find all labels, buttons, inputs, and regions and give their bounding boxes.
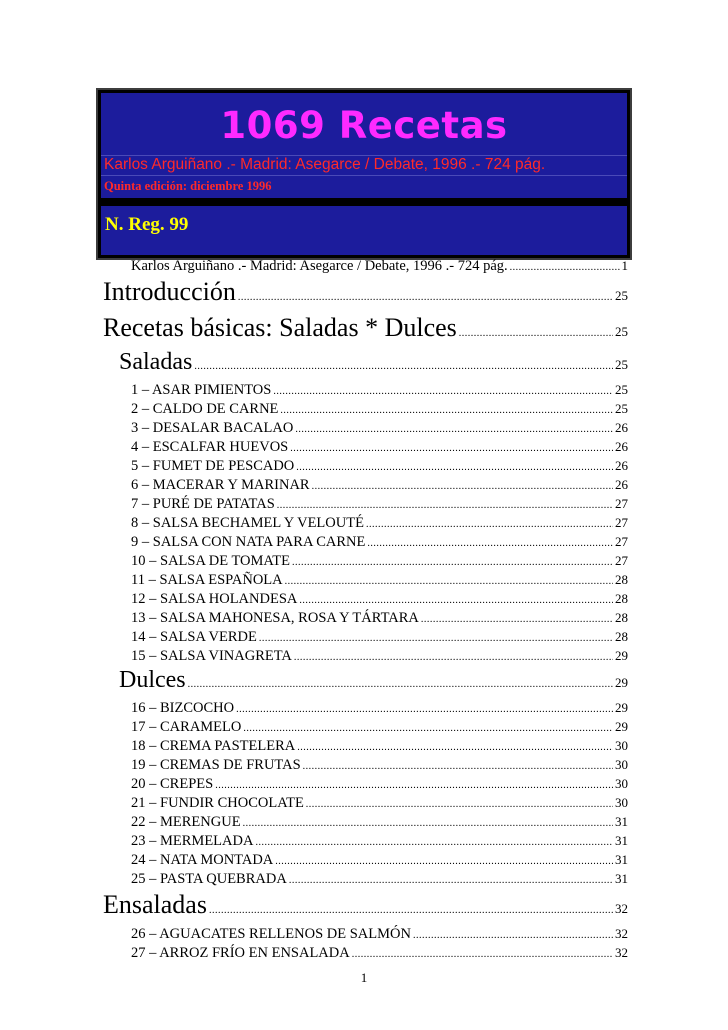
- dot-leader: [209, 906, 613, 916]
- toc-entry[interactable]: [103, 382, 628, 401]
- toc-entry-page: 29: [615, 719, 628, 734]
- toc-entry-label: 4 – ESCALFAR HUEVOS: [131, 439, 289, 455]
- banner-panel: [101, 93, 627, 255]
- dot-leader: [366, 520, 613, 530]
- page-title: 1069 Recetas: [220, 104, 508, 147]
- toc-entry[interactable]: [103, 852, 628, 871]
- toc-entry-page: 32: [615, 945, 628, 960]
- dot-leader: [421, 615, 613, 625]
- book-citation: Karlos Arguiñano .- Madrid: Asegarce / Debate, 1996 .- 724 pág.: [104, 156, 546, 173]
- toc-entry-label: 19 – CREMAS DE FRUTAS: [131, 757, 301, 773]
- toc-entry[interactable]: [103, 439, 628, 458]
- toc-entry[interactable]: [103, 458, 628, 477]
- toc-entry-label: 13 – SALSA MAHONESA, ROSA Y TÁRTARA: [131, 610, 419, 626]
- toc-entry-label: 12 – SALSA HOLANDESA: [131, 591, 298, 607]
- banner-divider: [101, 198, 627, 206]
- dot-leader: [413, 931, 613, 941]
- dot-leader: [296, 463, 613, 473]
- dot-leader: [303, 762, 613, 772]
- toc-entry-label: Ensaladas: [103, 890, 207, 919]
- toc-entry-page: 31: [615, 814, 628, 829]
- dot-leader: [352, 950, 613, 960]
- toc-entry-label: 22 – MERENGUE: [131, 814, 241, 830]
- edition-note: Quinta edición: diciembre 1996: [104, 179, 272, 193]
- dot-leader: [280, 406, 613, 416]
- toc-entry-page: 26: [615, 439, 628, 454]
- toc-entry-label: 10 – SALSA DE TOMATE: [131, 553, 290, 569]
- dot-leader: [236, 705, 613, 715]
- toc-entry-page: 27: [615, 515, 628, 530]
- toc-entry-page: 30: [615, 738, 628, 753]
- dot-leader: [259, 634, 613, 644]
- dot-leader: [243, 819, 613, 829]
- toc-entry[interactable]: [103, 719, 628, 738]
- toc-entry[interactable]: [103, 610, 628, 629]
- dot-leader: [289, 876, 613, 886]
- dot-leader: [294, 653, 613, 663]
- toc-entry-label: 27 – ARROZ FRÍO EN ENSALADA: [131, 945, 350, 961]
- toc-entry[interactable]: [103, 553, 628, 572]
- dot-leader: [194, 362, 613, 372]
- toc-entry[interactable]: [103, 648, 628, 667]
- dot-leader: [306, 800, 613, 810]
- toc-entry-label: 14 – SALSA VERDE: [131, 629, 257, 645]
- dot-leader: [297, 743, 613, 753]
- toc-entry-page: 29: [615, 648, 628, 663]
- toc-entry-label: 8 – SALSA BECHAMEL Y VELOUTÉ: [131, 515, 364, 531]
- toc-entry-page: 30: [615, 757, 628, 772]
- toc-entry[interactable]: [103, 277, 628, 313]
- title-band: [101, 93, 627, 156]
- dot-leader: [285, 577, 613, 587]
- toc-entry-label: 2 – CALDO DE CARNE: [131, 401, 279, 417]
- dot-leader: [299, 596, 613, 606]
- toc-entry-label: 1 – ASAR PIMIENTOS: [131, 382, 272, 398]
- toc-entry-page: 29: [615, 700, 628, 715]
- toc-entry[interactable]: [103, 258, 628, 277]
- dot-leader: [459, 329, 613, 339]
- toc-entry-page: 28: [615, 629, 628, 644]
- toc-entry[interactable]: [103, 890, 628, 926]
- dot-leader: [290, 444, 613, 454]
- toc-entry[interactable]: [103, 814, 628, 833]
- toc-entry-page: 28: [615, 610, 628, 625]
- toc-entry-page: 31: [615, 833, 628, 848]
- toc-entry-label: 11 – SALSA ESPAÑOLA: [131, 572, 283, 588]
- toc-entry-label: 26 – AGUACATES RELLENOS DE SALMÓN: [131, 926, 411, 942]
- dot-leader: [215, 781, 613, 791]
- toc-entry[interactable]: [103, 757, 628, 776]
- toc-entry-page: 26: [615, 420, 628, 435]
- toc-entry[interactable]: [103, 871, 628, 890]
- toc-entry-label: 15 – SALSA VINAGRETA: [131, 648, 292, 664]
- toc-entry-page: 27: [615, 534, 628, 549]
- toc-entry[interactable]: [103, 738, 628, 757]
- toc-entry[interactable]: [103, 776, 628, 795]
- registry-band: [101, 206, 627, 255]
- toc-entry-page: 25: [615, 401, 628, 416]
- dot-leader: [295, 425, 613, 435]
- toc-entry-label: 16 – BIZCOCHO: [131, 700, 235, 716]
- toc-entry-label: 9 – SALSA CON NATA PARA CARNE: [131, 534, 366, 550]
- toc-entry-label: 23 – MERMELADA: [131, 833, 254, 849]
- toc-entry[interactable]: [103, 795, 628, 814]
- toc-entry[interactable]: [103, 313, 628, 349]
- toc-entry-page: 26: [615, 477, 628, 492]
- toc-entry[interactable]: [103, 926, 628, 945]
- toc-entry-page: 27: [615, 496, 628, 511]
- toc-entry-label: 18 – CREMA PASTELERA: [131, 738, 296, 754]
- toc-entry[interactable]: [103, 833, 628, 852]
- toc-entry-label: Saladas: [119, 349, 193, 375]
- toc-entry-page: 32: [615, 926, 628, 941]
- toc-entry[interactable]: [103, 629, 628, 648]
- dot-leader: [312, 482, 613, 492]
- toc-entry-label: 6 – MACERAR Y MARINAR: [131, 477, 310, 493]
- toc-entry[interactable]: [103, 401, 628, 420]
- dot-leader: [277, 501, 613, 511]
- toc-entry-label: Recetas básicas: Saladas * Dulces: [103, 313, 457, 342]
- toc-entry-page: 29: [615, 675, 628, 690]
- dot-leader: [367, 539, 613, 549]
- toc-entry-page: 32: [615, 901, 628, 916]
- toc-entry-label: 20 – CREPES: [131, 776, 214, 792]
- toc-entry[interactable]: [103, 420, 628, 439]
- toc-entry-page: 1: [621, 258, 628, 273]
- page-number: 1: [360, 970, 368, 985]
- dot-leader: [510, 263, 620, 273]
- toc-entry-label: 24 – NATA MONTADA: [131, 852, 274, 868]
- toc-entry-label: 17 – CARAMELO: [131, 719, 242, 735]
- toc-entry[interactable]: [103, 667, 628, 700]
- toc-entry[interactable]: [103, 477, 628, 496]
- toc-entry-label: 7 – PURÉ DE PATATAS: [131, 496, 275, 512]
- toc-entry-label: 5 – FUMET DE PESCADO: [131, 458, 295, 474]
- registry-number: N. Reg. 99: [105, 214, 189, 235]
- toc-entry[interactable]: [103, 591, 628, 610]
- dot-leader: [275, 857, 613, 867]
- edition-band: [101, 175, 627, 198]
- toc-entry-page: 25: [615, 357, 628, 372]
- toc-entry-label: Dulces: [119, 667, 186, 693]
- toc-entry-page: 25: [615, 382, 628, 397]
- dot-leader: [238, 293, 613, 303]
- subtitle-band: [101, 155, 627, 176]
- toc-entry[interactable]: [103, 349, 628, 382]
- toc-entry[interactable]: [103, 515, 628, 534]
- toc-entry[interactable]: [103, 700, 628, 719]
- dot-leader: [273, 387, 613, 397]
- toc-entry[interactable]: [103, 496, 628, 515]
- toc-entry-page: 30: [615, 776, 628, 791]
- dot-leader: [255, 838, 613, 848]
- toc-entry-label: 25 – PASTA QUEBRADA: [131, 871, 287, 887]
- dot-leader: [188, 680, 613, 690]
- toc-entry-page: 28: [615, 572, 628, 587]
- toc-entry-label: Introducción: [103, 277, 236, 306]
- toc-entry-label: 21 – FUNDIR CHOCOLATE: [131, 795, 304, 811]
- dot-leader: [243, 724, 613, 734]
- header-banner: [96, 88, 632, 260]
- toc-entry-page: 26: [615, 458, 628, 473]
- toc-entry[interactable]: [103, 945, 628, 964]
- toc-entry-page: 25: [615, 324, 628, 339]
- toc-entry-page: 28: [615, 591, 628, 606]
- toc-entry-page: 25: [615, 288, 628, 303]
- toc-entry-label: Karlos Arguiñano .- Madrid: Asegarce / Debate, 1996 .- 724 pág.: [131, 258, 508, 274]
- toc-entry-page: 31: [615, 852, 628, 867]
- toc-entry-page: 31: [615, 871, 628, 886]
- toc-entry[interactable]: [103, 534, 628, 553]
- toc-entry-page: 30: [615, 795, 628, 810]
- dot-leader: [292, 558, 613, 568]
- toc-entry[interactable]: [103, 572, 628, 591]
- toc-entry-label: 3 – DESALAR BACALAO: [131, 420, 294, 436]
- toc-entry-page: 27: [615, 553, 628, 568]
